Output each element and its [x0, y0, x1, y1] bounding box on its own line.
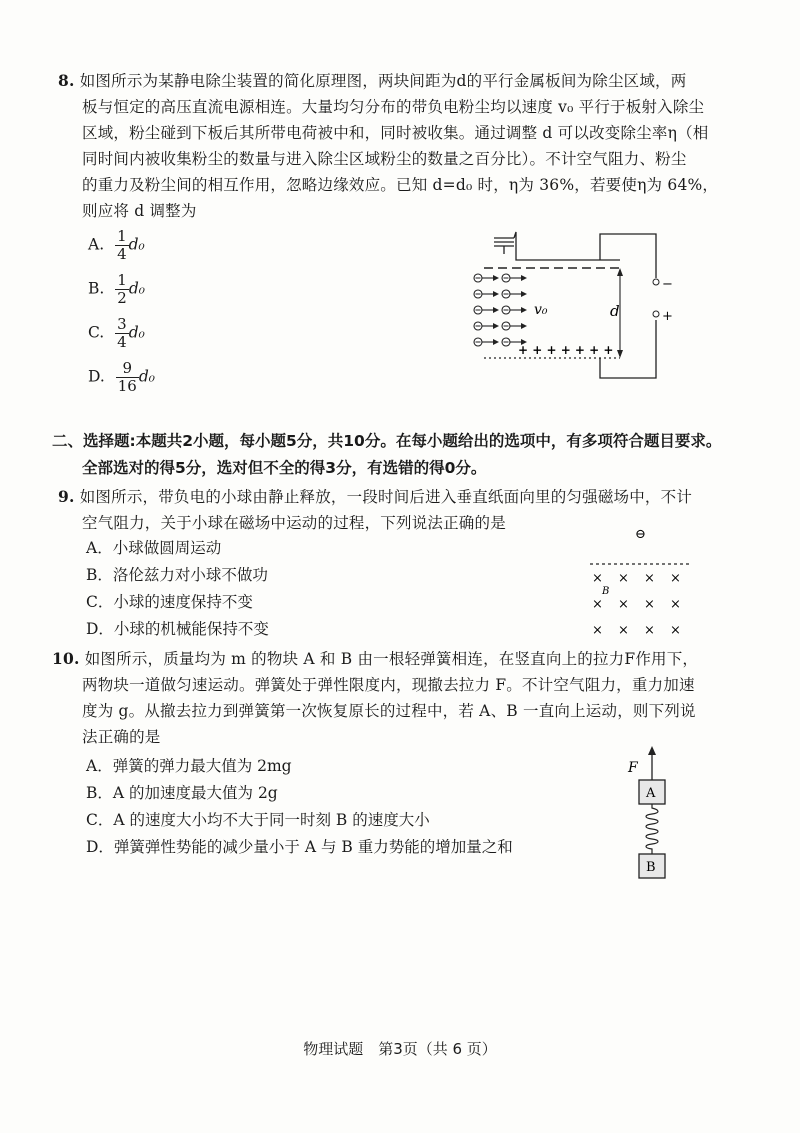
field-cross: ×	[592, 597, 603, 612]
question-text-line: 区域，粉尘碰到下板后其所带电荷被中和，同时被收集。通过调整 d 可以改变除尘率η（相	[82, 124, 709, 142]
field-cross: ×	[592, 571, 603, 586]
question-number: 8.	[58, 71, 75, 90]
fraction: $\frac{1}{4}$	[117, 227, 127, 263]
field-cross: ×	[670, 597, 681, 612]
option-c[interactable]: C．A 的速度大小均不大于同一时刻 B 的速度大小	[86, 811, 430, 829]
block-b-label: B	[646, 860, 656, 875]
field-cross: ×	[644, 571, 655, 586]
section-instruction: 全部选对的得5分，选对但不全的得3分，有选错的得0分。	[82, 459, 487, 477]
option-b[interactable]: B. $\frac{1}{2}$ d₀	[88, 271, 145, 307]
dust-particle	[502, 274, 527, 282]
question-number: 10.	[52, 649, 80, 668]
terminal-plus	[653, 311, 659, 317]
fraction: $\frac{3}{4}$	[117, 315, 127, 351]
dust-particle	[474, 338, 499, 346]
dust-particle	[502, 290, 527, 298]
block-a-label: A	[646, 786, 656, 801]
dust-particles	[474, 274, 527, 346]
fraction: $\frac{1}{2}$	[117, 271, 127, 307]
field-cross: ×	[644, 597, 655, 612]
electrostatic-precipitator-figure	[470, 228, 700, 388]
question-text-line: 如图所示为某静电除尘装置的简化原理图，两块间距为d的平行金属板间为除尘区域，两	[79, 72, 687, 90]
question-text-line: 空气阻力，关于小球在磁场中运动的过程，下列说法正确的是	[82, 514, 506, 532]
option-c[interactable]: C．小球的速度保持不变	[86, 593, 253, 611]
question-text-line: 的重力及粉尘间的相互作用，忽略边缘效应。已知 d=d₀ 时，η为 36%，若要使η为 64%，	[82, 176, 719, 194]
d-arrow-up	[617, 268, 623, 276]
force-label: F	[628, 760, 638, 776]
spring	[646, 804, 658, 854]
page-footer: 物理试题 第3页（共 6 页）	[303, 1040, 497, 1058]
dust-particle	[474, 290, 499, 298]
plus-label: +	[662, 309, 673, 324]
spring-blocks-figure	[622, 742, 682, 882]
question-text-line: 法正确的是	[82, 728, 161, 746]
terminal-minus	[653, 279, 659, 285]
charged-ball: ⊖	[635, 527, 646, 542]
field-cross: ×	[644, 623, 655, 638]
ground-symbol	[494, 232, 516, 254]
field-cross: ×	[618, 623, 629, 638]
dust-particle	[474, 306, 499, 314]
magnetic-field-figure	[580, 520, 700, 640]
field-crosses	[592, 571, 681, 638]
question-text-line: 度为 g。从撤去拉力到弹簧第一次恢复原长的过程中，若 A、B 一直向上运动，则下列说	[82, 702, 696, 720]
option-a[interactable]: A. $\frac{1}{4}$ d₀	[88, 227, 145, 263]
field-cross: ×	[618, 571, 629, 586]
option-d[interactable]: D．弹簧弹性势能的减少量小于 A 与 B 重力势能的增加量之和	[86, 838, 513, 856]
option-d[interactable]: D．小球的机械能保持不变	[86, 620, 269, 638]
question-text-line: 如图所示，质量均为 m 的物块 A 和 B 由一根轻弹簧相连，在竖直向上的拉力F作用下，	[84, 650, 699, 668]
d-label: d	[610, 302, 620, 320]
question-text-line: 同时间内被收集粉尘的数量与进入除尘区域粉尘的数量之百分比）。不计空气阻力、粉尘	[82, 150, 687, 168]
option-a[interactable]: A．弹簧的弹力最大值为 2mg	[86, 757, 292, 775]
field-cross: ×	[618, 597, 629, 612]
option-b[interactable]: B．A 的加速度最大值为 2g	[86, 784, 278, 802]
question-text-line: 则应将 d 调整为	[82, 202, 197, 220]
question-number: 9.	[58, 487, 75, 506]
section-heading: 二、选择题:本题共2小题，每小题5分，共10分。在每小题给出的选项中，有多项符合题目要求。	[52, 432, 722, 450]
minus-label: −	[662, 277, 673, 292]
velocity-label: v₀	[534, 302, 548, 318]
fraction: $\frac{9}{16}$	[117, 359, 137, 395]
dust-particle	[474, 274, 499, 282]
question-text-line: 两物块一道做匀速运动。弹簧处于弹性限度内，现撤去拉力 F。不计空气阻力，重力加速	[82, 676, 695, 694]
question-text-line: 如图所示，带负电的小球由静止释放，一段时间后进入垂直纸面向里的匀强磁场中，不计	[79, 488, 693, 506]
field-label: B	[602, 586, 610, 597]
field-cross: ×	[592, 623, 603, 638]
dust-particle	[502, 306, 527, 314]
option-c[interactable]: C. $\frac{3}{4}$ d₀	[88, 315, 145, 351]
bottom-plate-charges: + + + + + + +	[518, 343, 614, 357]
option-d[interactable]: D. $\frac{9}{16}$ d₀	[88, 359, 155, 395]
dust-particle	[474, 322, 499, 330]
force-arrowhead	[648, 746, 656, 755]
field-cross: ×	[670, 571, 681, 586]
field-cross: ×	[670, 623, 681, 638]
option-a[interactable]: A．小球做圆周运动	[86, 539, 222, 557]
question-text-line: 板与恒定的高压直流电源相连。大量均匀分布的带负电粉尘均以速度 v₀ 平行于板射入除尘	[82, 98, 705, 116]
d-arrow-down	[617, 350, 623, 358]
option-b[interactable]: B．洛伦兹力对小球不做功	[86, 566, 268, 584]
dust-particle	[502, 322, 527, 330]
top-wire	[516, 254, 620, 260]
circuit-wire	[600, 234, 656, 278]
